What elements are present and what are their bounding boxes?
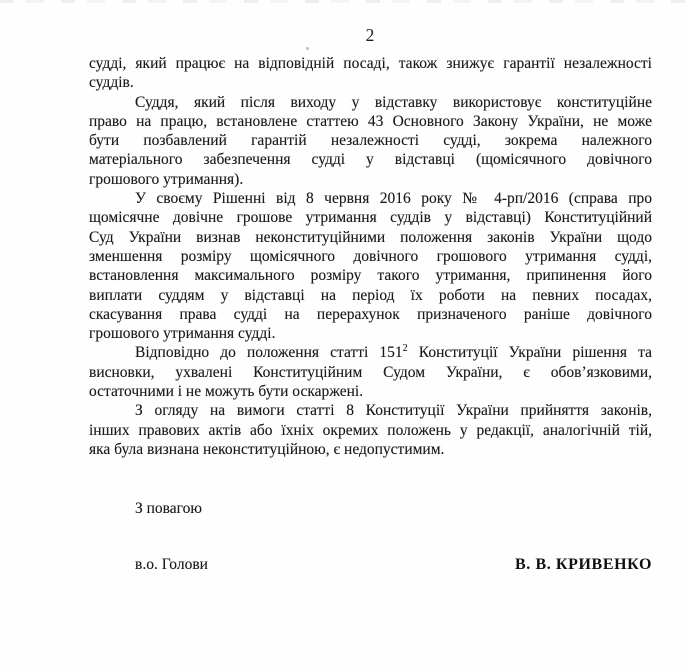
text-segment: Конституції України рішення та bbox=[407, 344, 652, 362]
text-line: суддів. bbox=[89, 74, 134, 92]
closing-salutation: З повагою bbox=[135, 500, 202, 517]
text-line: інших правових актів або їхніх окремих положень у редакції, аналогічній тій, bbox=[89, 421, 652, 439]
text-line: У своєму Рішенні від 8 червня 2016 року № 4-рп/2016 (справа про bbox=[135, 190, 652, 208]
text-line-with-superscript bbox=[89, 343, 652, 362]
text-line: висновки, ухвалені Конституційним Судом України, є обов’язковими, bbox=[89, 363, 652, 381]
text-line: скасування права судді на перерахунок призначеного раніше довічного bbox=[89, 305, 652, 323]
text-line: Суд України визнав неконституційними положення законів України щодо bbox=[89, 228, 652, 246]
text-line: бути позбавлений гарантій незалежності судді, зокрема належного bbox=[89, 132, 652, 150]
document-body bbox=[89, 54, 652, 459]
text-line: яка була визнана неконституційною, є недопустимим. bbox=[89, 440, 445, 458]
text-line: право на працю, встановлене статтею 43 Основного Закону України, не може bbox=[89, 112, 652, 130]
scan-edge-noise bbox=[0, 0, 690, 3]
scan-artifact bbox=[306, 47, 309, 50]
text-line: судді, який працює на відповідній посаді, також знижує гарантії незалежності bbox=[89, 55, 652, 72]
text-line: остаточними і не можуть бути оскаржені. bbox=[89, 383, 364, 401]
signer-role: в.о. Голови bbox=[135, 556, 208, 573]
text-line: матеріального забезпечення судді у відставці (щомісячного довічного bbox=[89, 151, 652, 169]
text-line: зменшення розміру щомісячного довічного грошового утримання судді, bbox=[89, 247, 652, 265]
text-line: З огляду на вимоги статті 8 Конституції України прийняття законів, bbox=[135, 402, 652, 420]
text-segment: Відповідно до положення статті 151 bbox=[135, 344, 403, 362]
signer-name: В. В. КРИВЕНКО bbox=[514, 556, 652, 573]
text-line: грошового утримання судді. bbox=[89, 325, 276, 343]
text-line: щомісячне довічне грошове утримання суддів у відставці) Конституційний bbox=[89, 209, 652, 227]
text-line: грошового утримання). bbox=[89, 170, 244, 188]
text-line: виплати суддям у відставці на період їх роботи на певних посадах, bbox=[89, 286, 652, 304]
text-line: Суддя, який після виходу у відставку використовує конституційне bbox=[135, 93, 652, 111]
page-number: 2 bbox=[365, 25, 375, 45]
superscript: 2 bbox=[402, 343, 408, 355]
text-line: встановлення максимального розміру такого утримання, припинення його bbox=[89, 267, 652, 285]
signature-row bbox=[135, 556, 652, 574]
